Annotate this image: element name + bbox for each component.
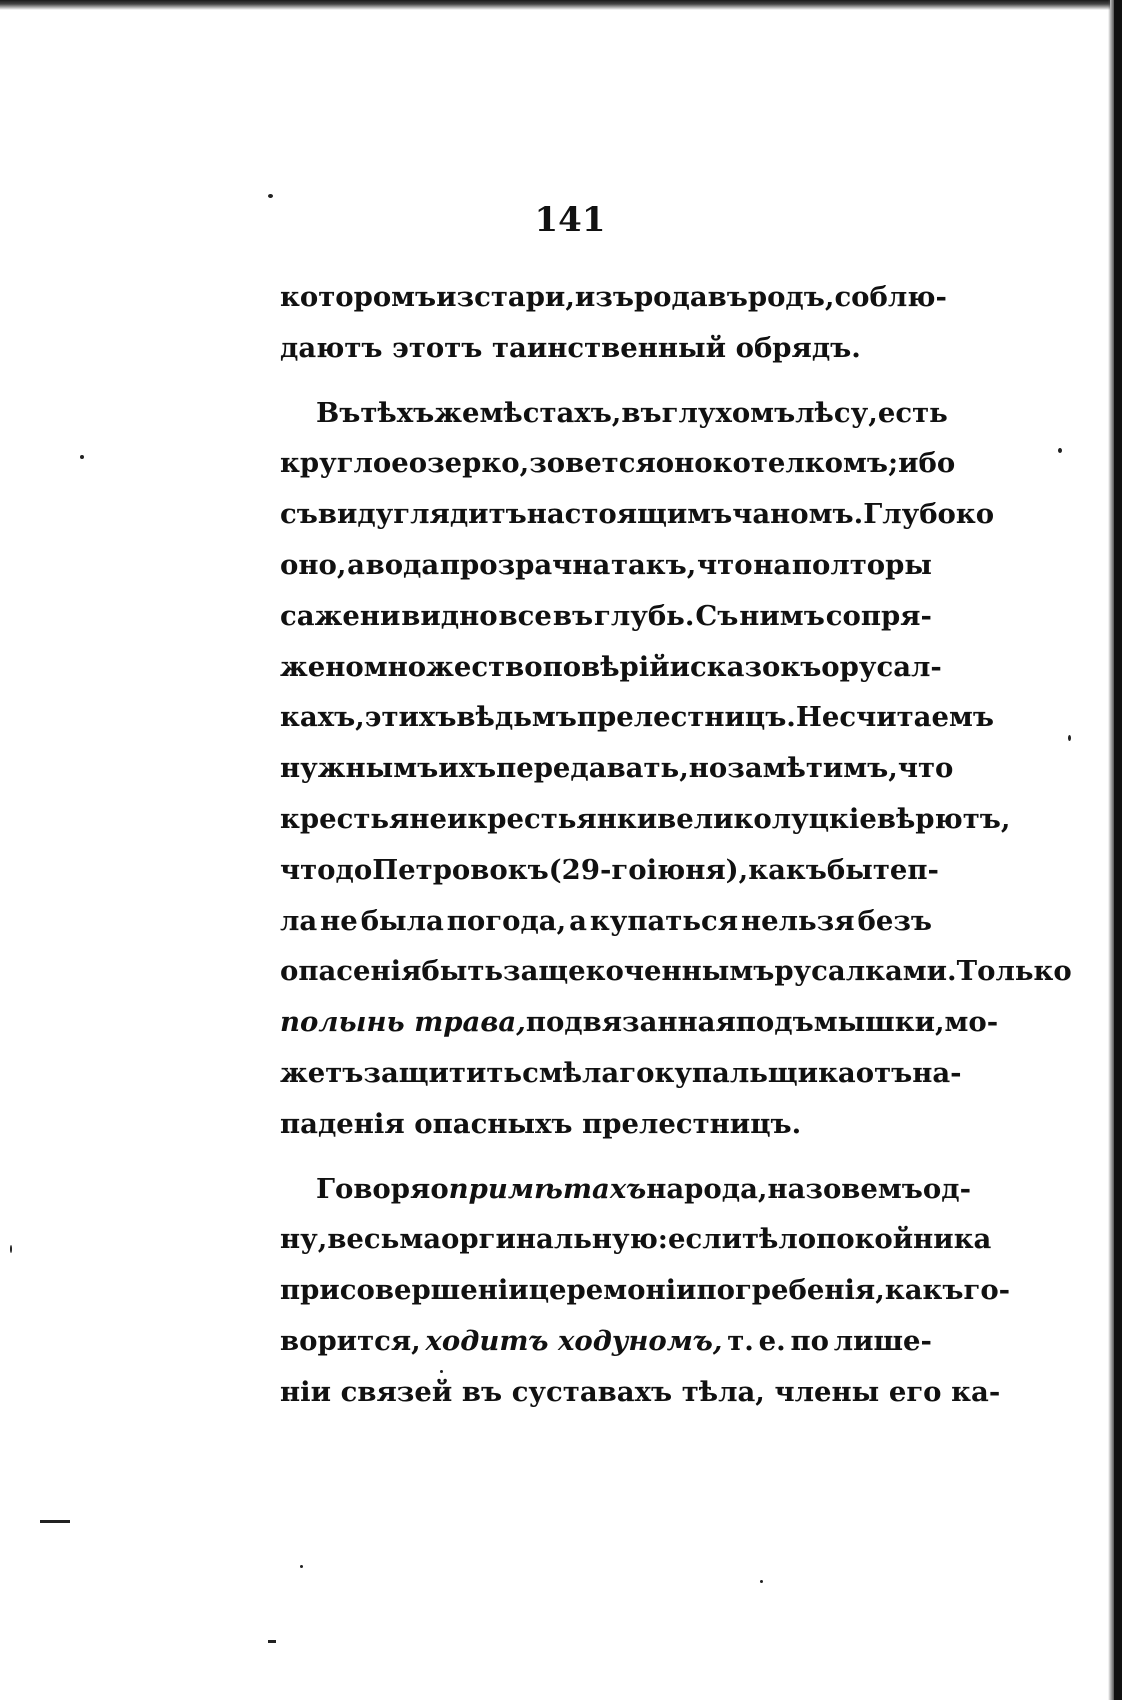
word: Съ <box>695 599 739 632</box>
text-line <box>280 1214 992 1265</box>
text-line <box>280 1367 1001 1418</box>
word: паденія <box>280 1107 405 1140</box>
word: изстари, <box>436 281 575 313</box>
word: ибо <box>898 447 956 480</box>
word: отъ <box>855 1056 913 1089</box>
word: зовется <box>529 447 656 480</box>
word: считаемъ <box>839 701 994 734</box>
word: Не <box>795 701 840 734</box>
text-line <box>280 1048 962 1099</box>
word: подъ <box>735 1006 814 1039</box>
word: купаться <box>589 904 739 937</box>
text-line <box>280 997 999 1048</box>
word: что <box>280 853 336 886</box>
scan-speck <box>10 1245 12 1253</box>
text-line <box>280 1316 932 1367</box>
word: ихъ <box>438 752 497 785</box>
word: родъ, <box>747 281 835 313</box>
text-line <box>280 489 995 540</box>
scan-dash <box>40 1520 70 1523</box>
word: защекоченнымъ <box>503 955 775 988</box>
word: русалками. <box>774 955 957 988</box>
word: же <box>434 396 480 429</box>
word: этотъ <box>392 331 483 364</box>
paragraph <box>280 272 947 374</box>
word: крестьянки <box>467 802 658 835</box>
word: ніи <box>280 1375 331 1408</box>
word: связей <box>340 1375 453 1408</box>
word: изъ <box>574 281 634 313</box>
word: о <box>430 1172 449 1205</box>
word: прелестницъ. <box>576 701 796 734</box>
word: при <box>280 1274 340 1307</box>
paragraph-gap <box>280 1150 932 1164</box>
word: мышки, <box>813 1006 945 1039</box>
scan-speck <box>268 194 273 198</box>
word: озерко, <box>408 447 530 480</box>
word: іюня), <box>646 853 749 886</box>
scan-speck <box>300 1565 303 1568</box>
word: нимъ <box>739 599 825 632</box>
word: въ <box>552 599 594 632</box>
text-line <box>280 845 939 896</box>
word: но <box>688 752 728 785</box>
text-line <box>280 1265 1011 1316</box>
word: жено <box>280 650 364 683</box>
text-line <box>280 794 1011 845</box>
word: по <box>790 1324 829 1357</box>
word: даютъ <box>280 331 383 364</box>
word: подвязанная <box>525 1006 736 1039</box>
word: чаномъ. <box>732 498 864 531</box>
word: передавать, <box>496 752 689 785</box>
word: Въ <box>316 396 361 429</box>
word: соблю- <box>834 281 947 313</box>
text-line <box>280 1164 971 1215</box>
word: прелестницъ. <box>582 1107 802 1140</box>
word: мѣстахъ, <box>479 396 622 429</box>
text-line <box>280 272 947 323</box>
word: такъ, <box>610 548 697 581</box>
text-line <box>280 540 932 591</box>
word: Петровокъ <box>372 853 549 886</box>
scan-speck <box>1068 735 1071 741</box>
word: мо- <box>944 1006 999 1039</box>
word: видно <box>401 599 498 632</box>
word: суставахъ <box>511 1375 673 1408</box>
word: го- <box>963 1274 1011 1307</box>
word: сопря- <box>825 599 932 632</box>
word: а <box>569 904 587 937</box>
word: тѣхъ <box>360 396 435 429</box>
text-line <box>280 323 932 374</box>
word: ла <box>280 904 318 937</box>
word: жетъ <box>280 1056 364 1089</box>
word: тѣла, <box>681 1375 765 1408</box>
text-line <box>280 438 956 489</box>
word: великолуцкіе <box>657 802 877 835</box>
word: народа, <box>646 1172 768 1205</box>
word: погода, <box>446 904 567 937</box>
word: вѣрютъ, <box>876 802 1011 835</box>
page-number: 141 <box>534 200 606 240</box>
word: нельзя <box>741 904 855 937</box>
word: котелкомъ; <box>712 447 899 480</box>
word: глубь. <box>593 599 695 632</box>
word: есть <box>877 396 948 429</box>
word: все <box>498 599 552 632</box>
word: нужнымъ <box>280 752 439 785</box>
word: рода <box>633 281 708 313</box>
word: погребенія, <box>696 1274 885 1307</box>
word: ну, <box>280 1223 328 1256</box>
paragraph <box>280 388 1072 1150</box>
word: назовемъ <box>767 1172 923 1205</box>
word: Глубоко <box>863 498 995 531</box>
word: оно <box>655 447 713 480</box>
italic-word: примѣтахъ <box>448 1172 647 1205</box>
word: лѣсу, <box>795 396 878 429</box>
word: опасныхъ <box>414 1107 573 1140</box>
word: русал- <box>839 650 942 683</box>
word: и <box>669 650 691 683</box>
word: лише- <box>833 1324 932 1357</box>
word: опасенія <box>280 955 422 988</box>
word: купальщика <box>654 1056 856 1089</box>
paragraph-gap <box>280 374 932 388</box>
word: не <box>320 904 358 937</box>
word: его <box>888 1375 942 1408</box>
word: замѣтимъ, <box>727 752 898 785</box>
word: церемоніи <box>528 1274 697 1307</box>
text-line <box>280 743 954 794</box>
word: если <box>667 1223 742 1256</box>
word: съ <box>280 498 318 531</box>
italic-word: полынь трава, <box>280 1006 526 1039</box>
word: въ <box>461 1375 503 1408</box>
word: какъ <box>748 853 827 886</box>
text-line <box>280 591 932 642</box>
word: глядитъ <box>393 498 527 531</box>
word: теп- <box>872 853 939 886</box>
word: оно, <box>280 548 347 581</box>
word: а <box>347 548 365 581</box>
word: виду <box>317 498 394 531</box>
text-line <box>280 692 994 743</box>
word: кахъ, <box>280 701 365 734</box>
word: этихъ <box>364 701 457 734</box>
text-line <box>280 642 942 693</box>
text-line <box>280 1099 932 1150</box>
text-line <box>280 388 948 439</box>
word: прозрачна <box>439 548 611 581</box>
word: повѣрій <box>542 650 670 683</box>
word: покойника <box>816 1223 992 1256</box>
word: оргинальную: <box>441 1223 668 1256</box>
word: ка- <box>951 1375 1001 1408</box>
word: (29-го <box>548 853 647 886</box>
page-right-edge <box>1114 0 1122 1700</box>
word: безъ <box>857 904 932 937</box>
word: совершеніи <box>339 1274 529 1307</box>
word: въ <box>621 396 662 429</box>
word: тѣло <box>741 1223 817 1256</box>
word: од- <box>922 1172 971 1205</box>
text-line <box>280 896 932 947</box>
scan-speck <box>1058 448 1062 453</box>
scan-speck <box>80 455 84 459</box>
word: бы <box>826 853 873 886</box>
scan-speck <box>760 1580 763 1583</box>
word: была <box>360 904 444 937</box>
word: въ <box>707 281 748 313</box>
word: до <box>335 853 373 886</box>
word: защитить <box>363 1056 523 1089</box>
word: е. <box>758 1324 786 1357</box>
word: что <box>897 752 954 785</box>
word: таинственный <box>492 331 726 364</box>
body-text <box>280 272 1072 1418</box>
word: вѣдьмъ <box>456 701 577 734</box>
paragraph <box>280 1164 1011 1418</box>
word: множество <box>363 650 543 683</box>
word: на- <box>912 1056 962 1089</box>
word: крестьяне <box>280 802 447 835</box>
italic-word: ходитъ ходуномъ, <box>425 1324 723 1357</box>
word: Только <box>956 955 1072 988</box>
word: которомъ <box>280 281 437 313</box>
word: на <box>753 548 792 581</box>
word: и <box>446 802 468 835</box>
word: смѣлаго <box>522 1056 655 1089</box>
word: Говоря <box>316 1172 431 1205</box>
word: сажени <box>280 599 401 632</box>
word: обрядъ. <box>735 331 861 364</box>
word: глухомъ <box>661 396 796 429</box>
word: о <box>821 650 840 683</box>
scan-dash <box>268 1640 276 1643</box>
word: настоящимъ <box>526 498 733 531</box>
word: что <box>697 548 753 581</box>
word: сказокъ <box>690 650 822 683</box>
word: члены <box>774 1375 880 1408</box>
text-line <box>280 946 1072 997</box>
word: т. <box>727 1324 754 1357</box>
word: круглое <box>280 447 409 480</box>
word: полторы <box>791 548 932 581</box>
word: какъ <box>884 1274 964 1307</box>
word: вода <box>365 548 440 581</box>
word: быть <box>421 955 504 988</box>
word: ворится, <box>280 1324 421 1357</box>
word: весьма <box>327 1223 442 1256</box>
page-top-edge <box>0 0 1110 10</box>
